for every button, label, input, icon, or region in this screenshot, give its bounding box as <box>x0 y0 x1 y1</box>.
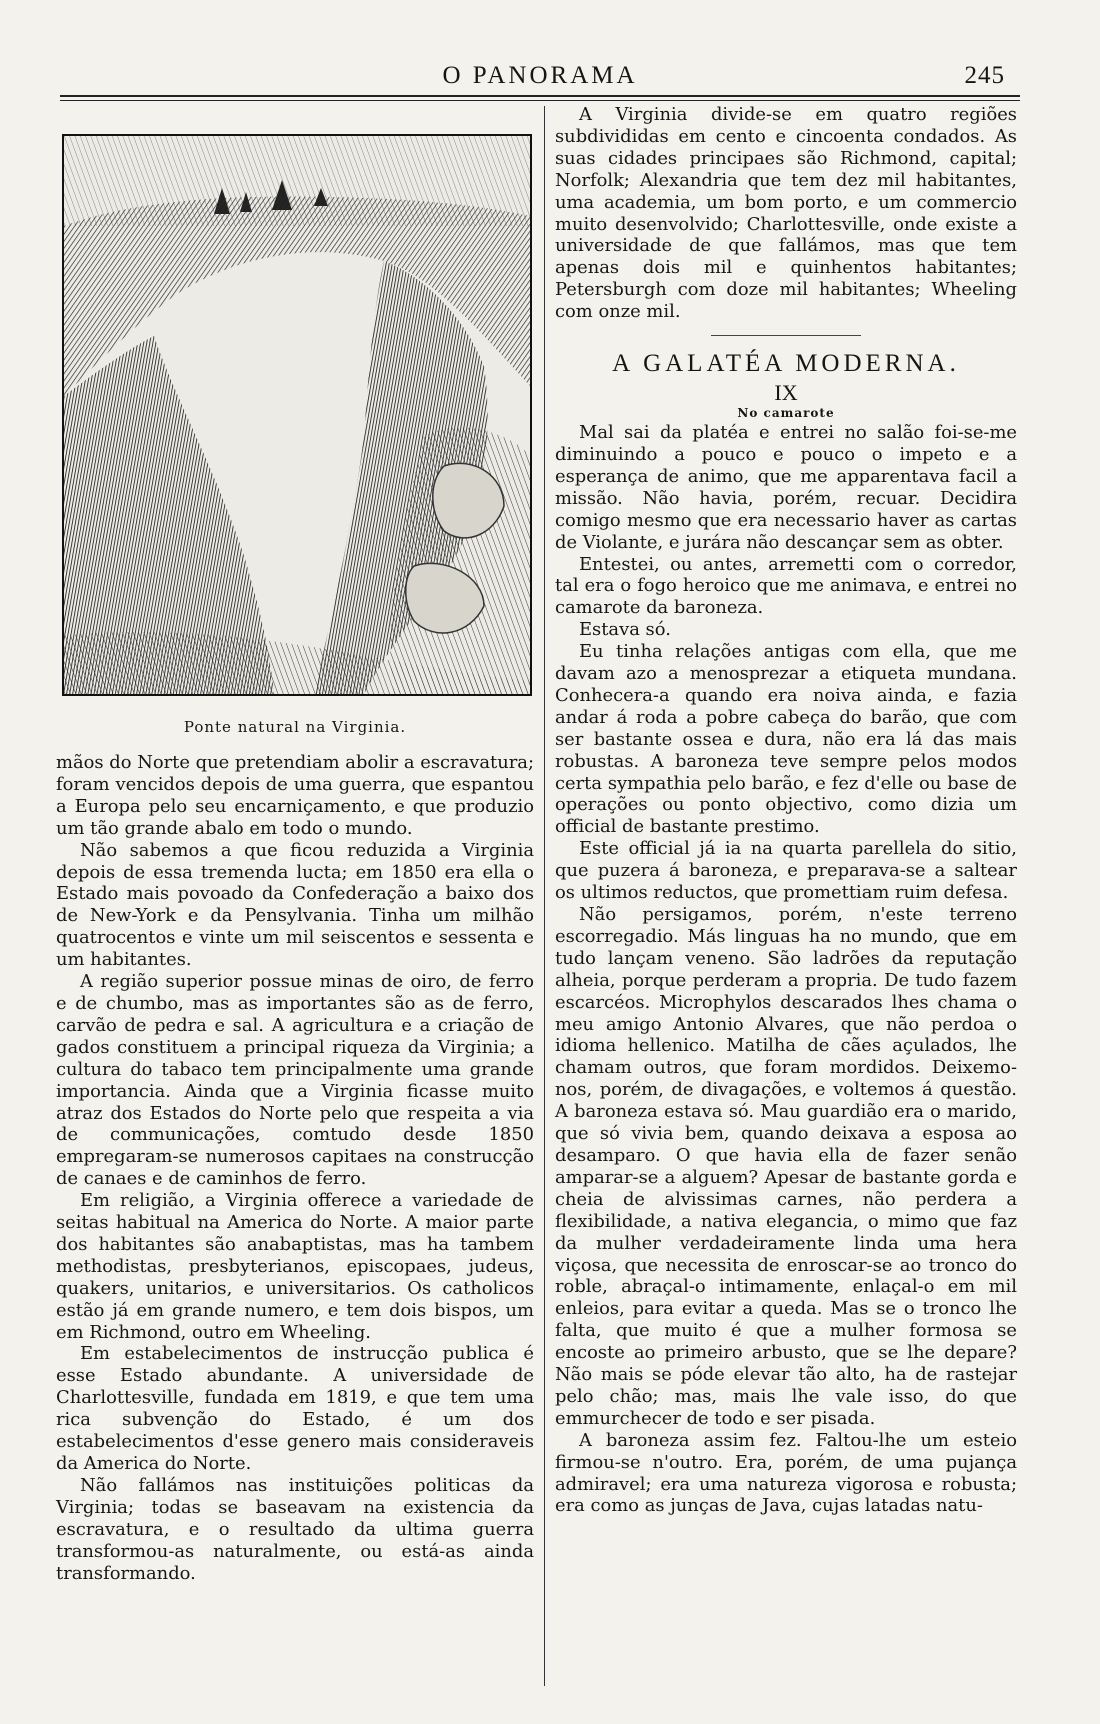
header-rule <box>60 95 1020 97</box>
paragraph: Em estabelecimentos de instrucção publica é esse Estado abundante. A universidade de Charlottesville, fundada em 1819, e que tem uma rica subvenção do Estado, é um dos estabelecimentos d'esse genero mais consideraveis da America do Norte. <box>56 1343 534 1474</box>
paragraph: A região superior possue minas de oiro, de ferro e de chumbo, mas as importantes são as de ferro, carvão de pedra e sal. A agricultura e a criação de gados constituem a principal riqueza da Virginia; a cultura do tabaco tem principalmente uma grande importancia. Ainda que a Virginia ficasse muito atraz dos Estados do Norte pelo que respeita a via de communicações, comtudo desde 1850 empregaram-se numerosos capitaes na construcção de canaes e de caminhos de ferro. <box>56 971 534 1190</box>
paragraph: Em religião, a Virginia offerece a variedade de seitas habitual na America do Norte. A maior parte dos habitantes são anabaptistas, mas ha tambem methodistas, presbyterianos, episcopaes, judeus, quakers, unitarios, e universitarios. Os catholicos estão já em grande numero, e tem dois bispos, um em Richmond, outro em Wheeling. <box>56 1190 534 1343</box>
paragraph: Estava só. <box>579 619 671 641</box>
page-number: 245 <box>964 62 1005 89</box>
chapter-number: IX <box>774 380 798 406</box>
figure-caption: Ponte natural na Virginia. <box>183 718 407 736</box>
running-head <box>60 62 1020 92</box>
section-separator <box>711 335 861 336</box>
paragraph: Eu tinha relações antigas com ella, que me davam azo a menosprezar a etiqueta mundana. Conhecera-a quando era noiva ainda, e fazia andar á roda a pobre cabeça do barão, que com ser bastante ossea e dura, não era lá das mais robustas. A baroneza teve sempre pelos modos certa sympathia pelo barão, e fez d'elle ou base de operações ou ponto objectivo, como dizia um official de bastante prestimo. <box>555 641 1017 838</box>
paragraph: mãos do Norte que pretendiam abolir a escravatura; foram vencidos depois de uma guerra, que espantou a Europa pelo seu encarniçamento, e que produzio um tão grande abalo em todo o mundo. <box>56 752 534 839</box>
paragraph: Mal sai da platéa e entrei no salão foi-se-me diminuindo a pouco e pouco o impeto e a esperança de animo, que me apparentava facil a missão. Não havia, porém, recuar. Decidira comigo mesmo que era necessario haver as cartas de Violante, e jurára não descançar sem as obter. <box>555 422 1017 553</box>
paragraph: Entestei, ou antes, arremetti com o corredor, tal era o fogo heroico que me animava, e entrei no camarote da baroneza. <box>555 553 1017 619</box>
publication-title: O PANORAMA <box>442 62 638 89</box>
paragraph: Não fallámos nas instituições politicas da Virginia; todas se baseavam na existencia da escravatura, e o resultado da ultima guerra transformou-as naturalmente, ou está-as ainda transformando. <box>56 1474 534 1584</box>
left-column <box>56 104 534 1584</box>
paragraph: Não sabemos a que ficou reduzida a Virginia depois de essa tremenda lucta; em 1850 era ella o Estado mais povoado da Confederação a baixo dos de New-York e da Pensylvania. Tinha um milhão quatrocentos e vinte um mil seiscentos e sessenta e um habitantes. <box>56 839 534 971</box>
chapter-subtitle: No camarote <box>737 406 835 421</box>
paragraph: Não persigamos, porém, n'este terreno escorregadio. Más linguas ha no mundo, que em tudo lançam veneno. São ladrões da reputação alheia, porque perderam a propria. De tudo fazem escarcéos. Microphylos descarados lhes chama o meu amigo Antonio Alvares, que não perdoa o idioma hellenico. Matilha de cães açulados, lhe chamam outros, que foram mordidos. Deixemo-nos, porém, de divagações, e voltemos á questão. A baroneza estava só. Mau guardião era o marido, que só vivia bem, quando deixava a esposa ao desamparo. O que havia ella de fazer senão amparar-se a alguem? Apesar de bastante gorda e cheia de alvissimas carnes, não perdera a flexibilidade, a nativa elegancia, o mimo que faz da mulher verdadeiramente linda uma hera viçosa, que necessita de enroscar-se ao tronco do roble, abraçal-o intimamente, enlaçal-o em mil enleios, para evitar a queda. Mas se o tronco lhe falta, que muito é que a mulher formosa se encoste ao primeiro arbusto, que se lhe depare? Não mais se póde elevar tão alto, ha de rastejar pelo chão; mas, mais lhe vale isso, do que emmurchecer de todo e ser pisada. <box>555 904 1017 1429</box>
paragraph: A Virginia divide-se em quatro regiões subdivididas em cento e cincoenta condados. As suas cidades principaes são Richmond, capital; Norfolk; Alexandria que tem dez mil habitantes, uma academia, um bom porto, e um commercio muito desenvolvido; Charlottesville, onde existe a universidade de que fallámos, mas que tem apenas dois mil e quinhentos habitantes; Petersburgh com doze mil habitantes; Wheeling com onze mil. <box>555 104 1017 323</box>
column-divider <box>544 106 545 1686</box>
right-column <box>555 104 1017 1517</box>
natural-bridge-engraving <box>62 134 532 696</box>
paragraph: Este official já ia na quarta parellela do sitio, que puzera á baroneza, e preparava-se a saltear os ultimos reductos, que promettiam ruim defesa. <box>555 838 1017 904</box>
figure <box>56 134 534 736</box>
paragraph: A baroneza assim fez. Faltou-lhe um esteio firmou-se n'outro. Era, porém, de uma pujança admiravel; era uma natureza vigorosa e robusta; era como as junças de Java, cujas latadas natu- <box>555 1429 1017 1517</box>
article-title: A GALATÉA MODERNA. <box>612 350 960 378</box>
header-rule-thin <box>60 100 1020 101</box>
